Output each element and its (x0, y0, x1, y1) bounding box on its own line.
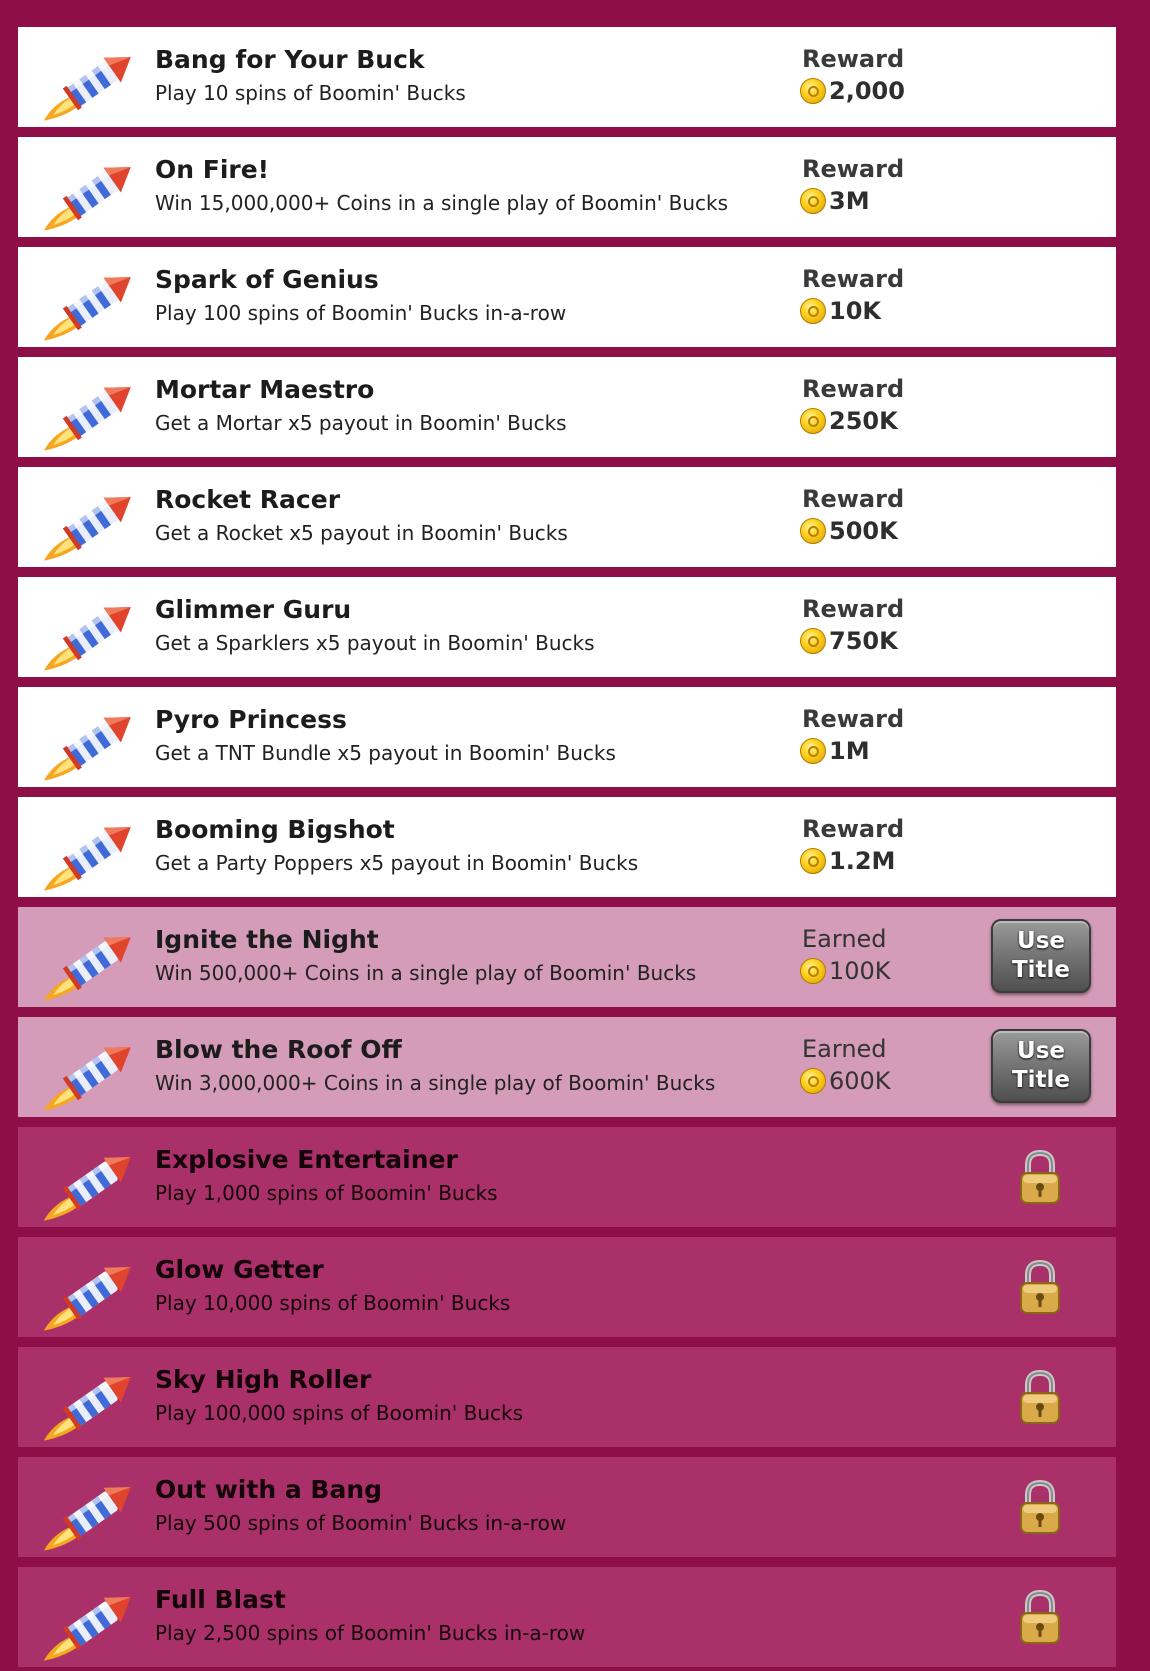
reward-amount-text: 600K (829, 1067, 891, 1095)
achievement-row-4 (18, 357, 1116, 457)
achievement-description: Get a Mortar x5 payout in Boomin' Bucks (155, 411, 567, 435)
coin-icon (800, 1068, 826, 1094)
achievement-description: Get a Party Poppers x5 payout in Boomin' Bucks (155, 851, 639, 875)
reward-label: Earned (802, 925, 887, 953)
use-title-button[interactable]: Use Title (991, 919, 1091, 993)
achievement-title: Booming Bigshot (155, 815, 395, 844)
rocket-icon (40, 257, 144, 343)
achievement-title: Glimmer Guru (155, 595, 352, 624)
achievement-description: Play 100,000 spins of Boomin' Bucks (155, 1401, 524, 1425)
coin-icon (800, 408, 826, 434)
reward-amount (800, 845, 895, 877)
lock-icon (1017, 1479, 1063, 1535)
lock-icon (1017, 1369, 1063, 1425)
lock-icon (1017, 1149, 1063, 1205)
reward-amount-text: 3M (829, 187, 870, 215)
rocket-icon (40, 587, 144, 673)
reward-amount (800, 515, 898, 547)
achievement-title: Sky High Roller (155, 1365, 372, 1394)
achievement-description: Win 500,000+ Coins in a single play of Boomin' Bucks (155, 961, 697, 985)
achievement-title: Pyro Princess (155, 705, 347, 734)
reward-amount (800, 405, 898, 437)
rocket-icon (40, 1137, 144, 1223)
achievement-title: Explosive Entertainer (155, 1145, 458, 1174)
achievement-title: Ignite the Night (155, 925, 379, 954)
reward-label: Reward (802, 705, 905, 733)
achievement-description: Play 100 spins of Boomin' Bucks in-a-row (155, 301, 567, 325)
reward-amount-text: 10K (829, 297, 881, 325)
achievement-row-11 (18, 1127, 1116, 1227)
reward-label: Earned (802, 1035, 887, 1063)
coin-icon (800, 518, 826, 544)
reward-label: Reward (802, 595, 905, 623)
rocket-icon (40, 37, 144, 123)
reward-amount-text: 250K (829, 407, 898, 435)
achievement-description: Get a Sparklers x5 payout in Boomin' Bucks (155, 631, 595, 655)
rocket-icon (40, 1027, 144, 1113)
lock-icon (1017, 1259, 1063, 1315)
reward-amount (800, 955, 891, 987)
lock-icon (1017, 1589, 1063, 1645)
rocket-icon (40, 697, 144, 783)
achievement-row-2 (18, 137, 1116, 237)
reward-amount-text: 100K (829, 957, 891, 985)
reward-amount-text: 500K (829, 517, 898, 545)
achievement-row-3 (18, 247, 1116, 347)
achievement-title: Blow the Roof Off (155, 1035, 402, 1064)
achievement-title: On Fire! (155, 155, 270, 184)
achievement-title: Out with a Bang (155, 1475, 383, 1504)
rocket-icon (40, 367, 144, 453)
use-title-button[interactable]: Use Title (991, 1029, 1091, 1103)
achievement-description: Play 500 spins of Boomin' Bucks in-a-row (155, 1511, 567, 1535)
achievement-row-13 (18, 1347, 1116, 1447)
achievement-description: Play 2,500 spins of Boomin' Bucks in-a-row (155, 1621, 586, 1645)
achievement-description: Play 10,000 spins of Boomin' Bucks (155, 1291, 511, 1315)
coin-icon (800, 298, 826, 324)
achievement-title: Glow Getter (155, 1255, 324, 1284)
achievement-row-8 (18, 797, 1116, 897)
achievement-row-6 (18, 577, 1116, 677)
achievement-row-10 (18, 1017, 1116, 1117)
achievement-title: Bang for Your Buck (155, 45, 425, 74)
rocket-icon (40, 1577, 144, 1663)
reward-label: Reward (802, 155, 905, 183)
reward-amount (800, 1065, 891, 1097)
reward-amount-text: 1M (829, 737, 870, 765)
achievement-description: Play 10 spins of Boomin' Bucks (155, 81, 466, 105)
achievement-title: Full Blast (155, 1585, 286, 1614)
achievement-description: Play 1,000 spins of Boomin' Bucks (155, 1181, 498, 1205)
achievement-row-1 (18, 27, 1116, 127)
achievement-description: Get a TNT Bundle x5 payout in Boomin' Bucks (155, 741, 616, 765)
coin-icon (800, 188, 826, 214)
achievement-row-15 (18, 1567, 1116, 1667)
reward-label: Reward (802, 815, 905, 843)
reward-label: Reward (802, 265, 905, 293)
coin-icon (800, 628, 826, 654)
reward-amount (800, 75, 905, 107)
rocket-icon (40, 147, 144, 233)
reward-amount (800, 625, 898, 657)
rocket-icon (40, 477, 144, 563)
coin-icon (800, 738, 826, 764)
reward-amount-text: 2,000 (829, 77, 905, 105)
achievement-title: Mortar Maestro (155, 375, 375, 404)
achievement-row-5 (18, 467, 1116, 567)
reward-label: Reward (802, 485, 905, 513)
rocket-icon (40, 1357, 144, 1443)
rocket-icon (40, 1247, 144, 1333)
rocket-icon (40, 917, 144, 1003)
achievement-title: Rocket Racer (155, 485, 341, 514)
reward-amount (800, 735, 870, 767)
achievement-description: Win 3,000,000+ Coins in a single play of Boomin' Bucks (155, 1071, 716, 1095)
achievement-row-9 (18, 907, 1116, 1007)
achievement-row-14 (18, 1457, 1116, 1557)
achievement-title: Spark of Genius (155, 265, 379, 294)
reward-label: Reward (802, 375, 905, 403)
reward-label: Reward (802, 45, 905, 73)
reward-amount (800, 185, 870, 217)
achievement-row-12 (18, 1237, 1116, 1337)
rocket-icon (40, 807, 144, 893)
coin-icon (800, 848, 826, 874)
reward-amount (800, 295, 881, 327)
achievement-description: Win 15,000,000+ Coins in a single play of Boomin' Bucks (155, 191, 729, 215)
reward-amount-text: 1.2M (829, 847, 896, 875)
achievement-description: Get a Rocket x5 payout in Boomin' Bucks (155, 521, 568, 545)
coin-icon (800, 958, 826, 984)
coin-icon (800, 78, 826, 104)
achievement-row-7 (18, 687, 1116, 787)
rocket-icon (40, 1467, 144, 1553)
reward-amount-text: 750K (829, 627, 898, 655)
